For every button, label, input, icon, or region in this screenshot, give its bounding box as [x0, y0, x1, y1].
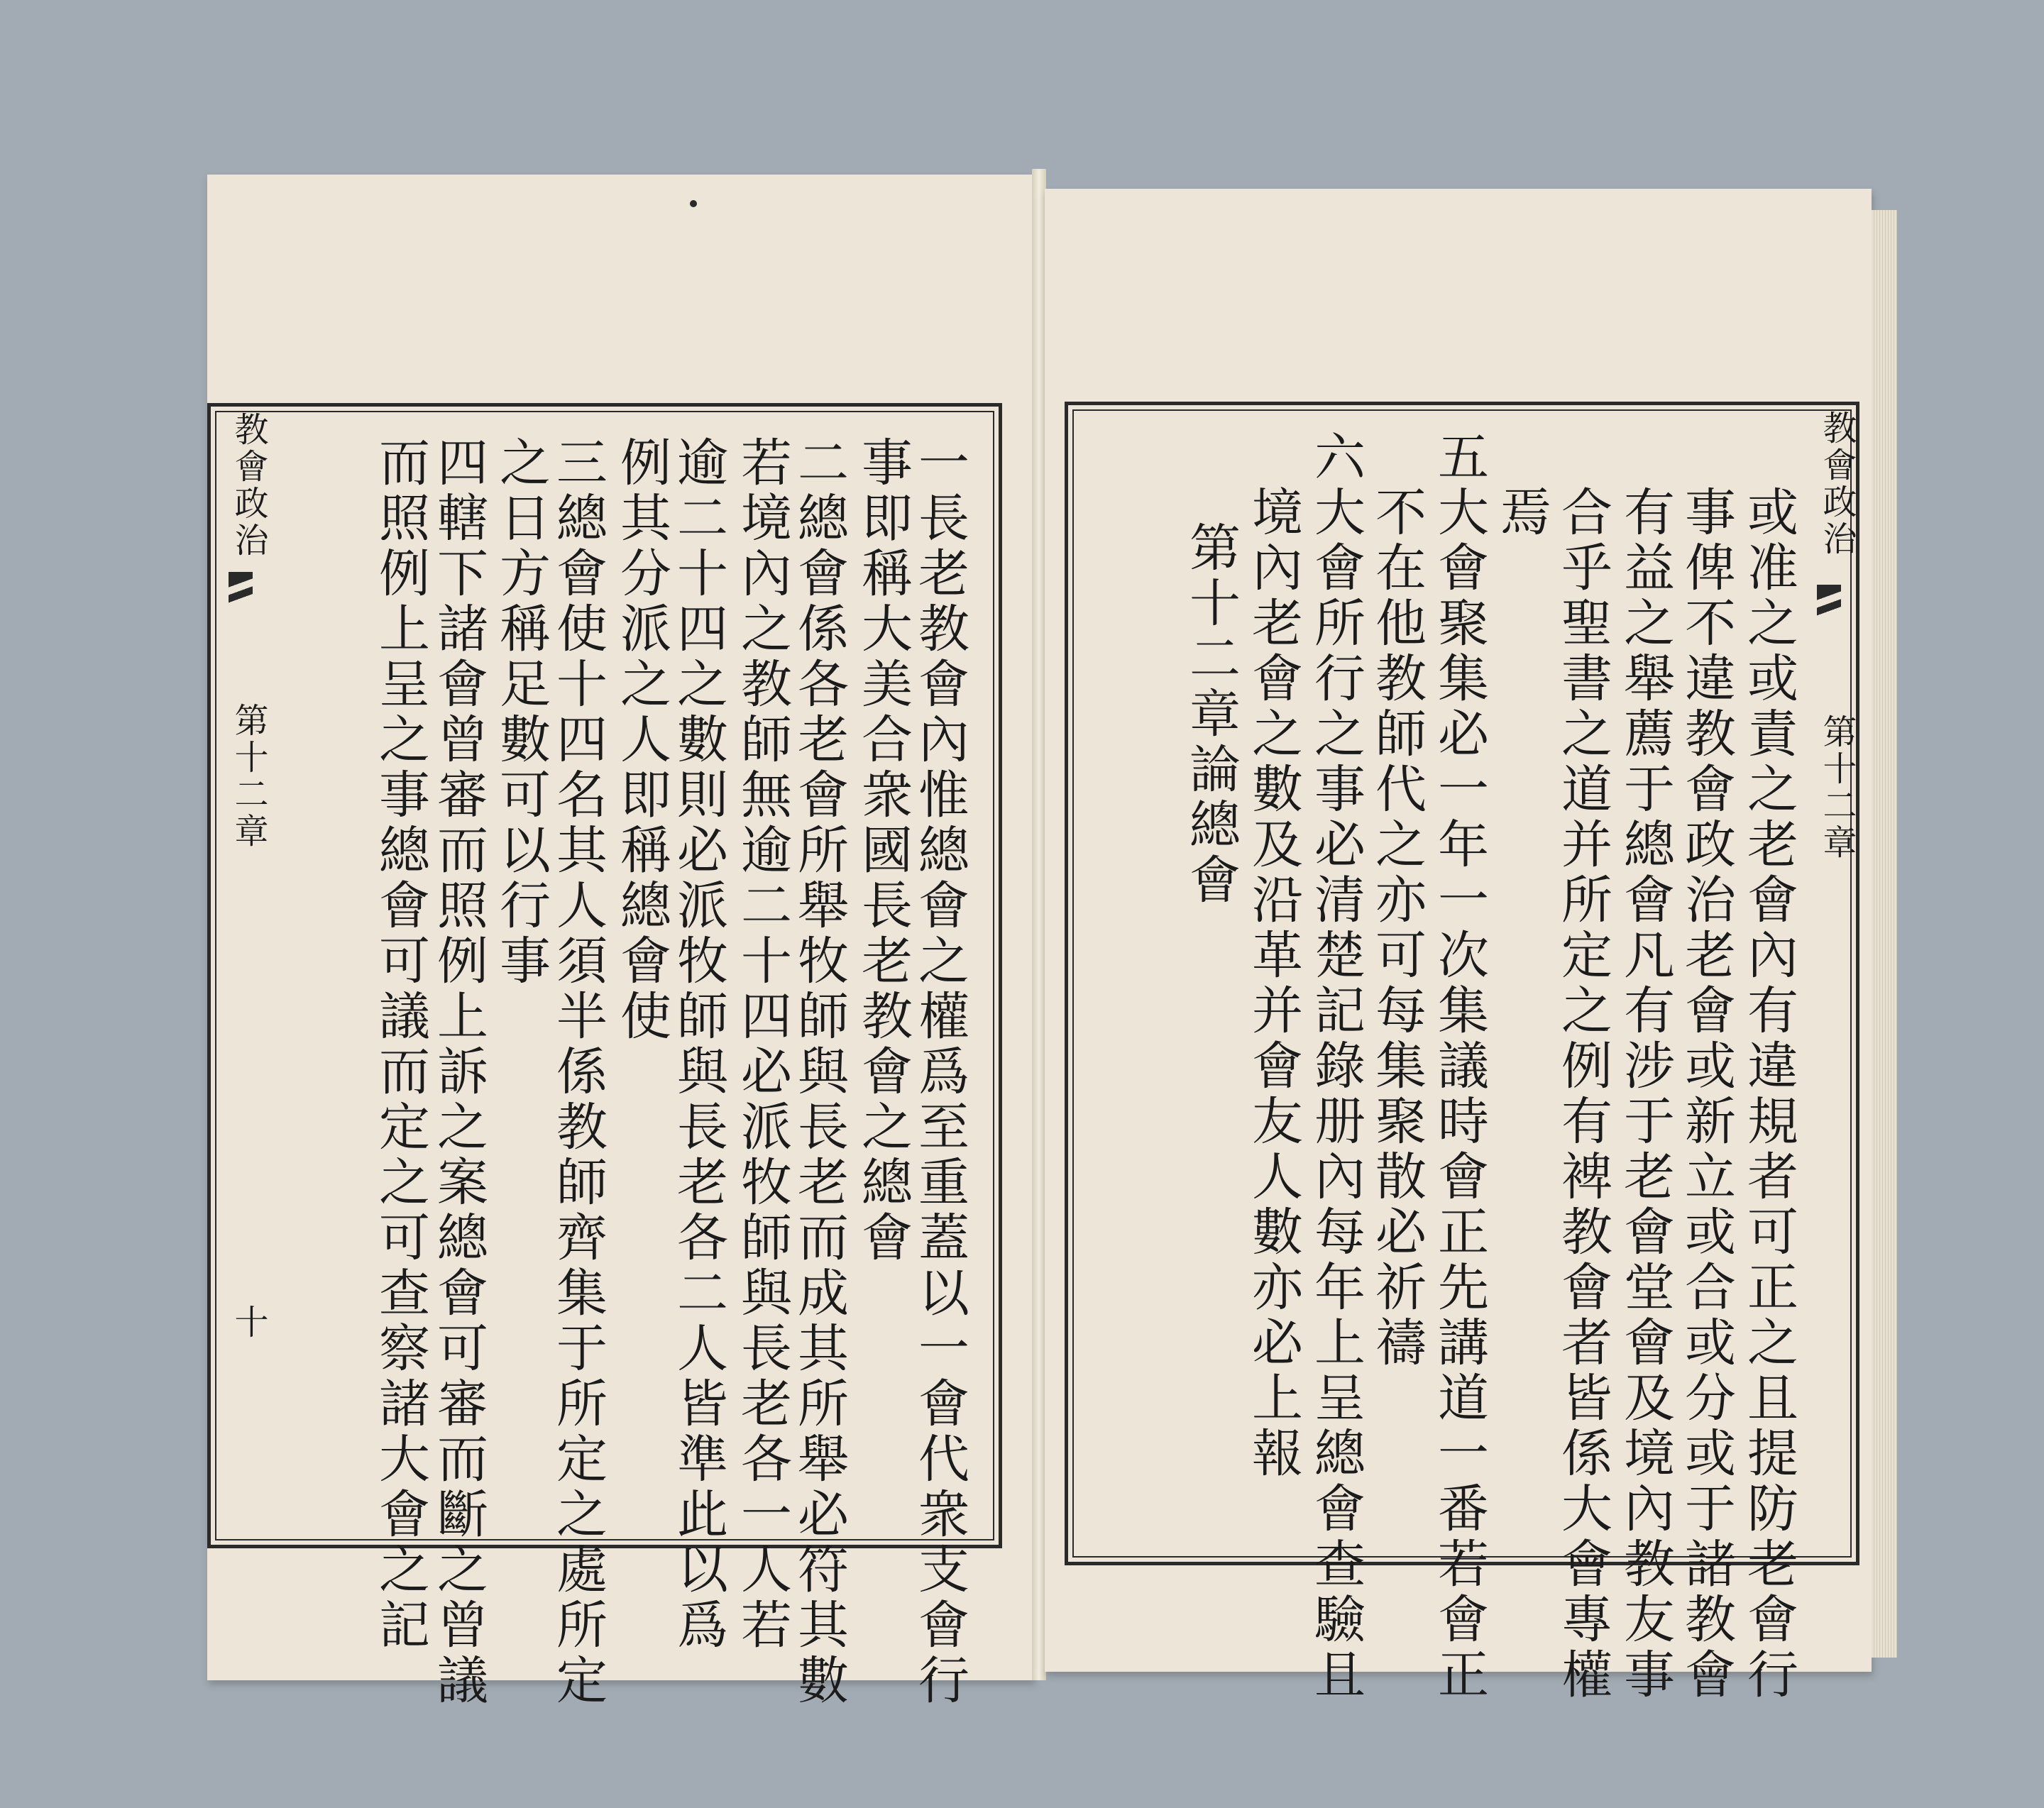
- text-column: 六大會所行之事必清楚記錄册內每年上呈總會查驗且: [1306, 430, 1366, 1703]
- text-column: 四轄下諸會曾審而照例上訴之案總會可審而斷之曾議: [429, 436, 488, 1709]
- chapter-heading: 第十二章論總會: [1181, 521, 1241, 908]
- text-column: 若境內之教師無逾二十四必派牧師與長老各一人若: [732, 436, 792, 1653]
- binding-hole: [690, 200, 697, 207]
- running-head: 教會政治: [1817, 410, 1857, 558]
- page-number: 十: [229, 1304, 268, 1341]
- text-column: 而照例上呈之事總會可議而定之可查察諸大會之記: [370, 436, 430, 1653]
- page-edges: [1872, 210, 1897, 1658]
- text-column: 事即稱大美合衆國長老教會之總會: [853, 436, 913, 1266]
- text-column: 有益之舉薦于總會凡有涉于老會堂會及境內教友事: [1615, 485, 1675, 1703]
- text-column: 例其分派之人即稱總會使: [612, 436, 671, 1044]
- text-column: 不在他教師代之亦可每集聚散必祈禱: [1367, 485, 1427, 1371]
- text-column: 一長老教會內惟總會之權爲至重蓋以一會代衆支會行: [910, 436, 969, 1709]
- text-column: 逾二十四之數則必派牧師與長老各二人皆準此以爲: [669, 436, 728, 1653]
- running-head: 教會政治: [229, 412, 268, 559]
- text-column: 二總會係各老會所舉牧師與長老而成其所舉必符其數: [789, 436, 849, 1709]
- text-column: 事俾不違教會政治老會或新立或合或分或于諸教會: [1676, 485, 1736, 1703]
- text-column: 五大會聚集必一年一次集議時會正先講道一番若會正: [1429, 430, 1489, 1703]
- open-book: [207, 169, 1874, 1709]
- text-column: 三總會使十四名其人須半係教師齊集于所定之處所定: [548, 436, 608, 1709]
- text-column: 或准之或責之老會內有違規者可正之且提防老會行: [1739, 485, 1798, 1703]
- text-column: 合乎聖書之道并所定之例有裨教會者皆係大會專權: [1553, 485, 1612, 1703]
- chapter-marker: 第十二章: [229, 702, 268, 850]
- fish-tail-ornament: [229, 572, 253, 614]
- chapter-marker: 第十二章: [1817, 714, 1857, 861]
- text-column: 境內老會之數及沿革并會友人數亦必上報: [1243, 485, 1303, 1482]
- text-column: 之日方稱足數可以行事: [491, 436, 551, 989]
- fish-tail-ornament: [1817, 585, 1841, 627]
- left-page: [207, 175, 1034, 1709]
- text-column: 焉: [1492, 485, 1551, 541]
- book-spine: [1032, 169, 1046, 1680]
- right-page: [1045, 189, 1872, 1703]
